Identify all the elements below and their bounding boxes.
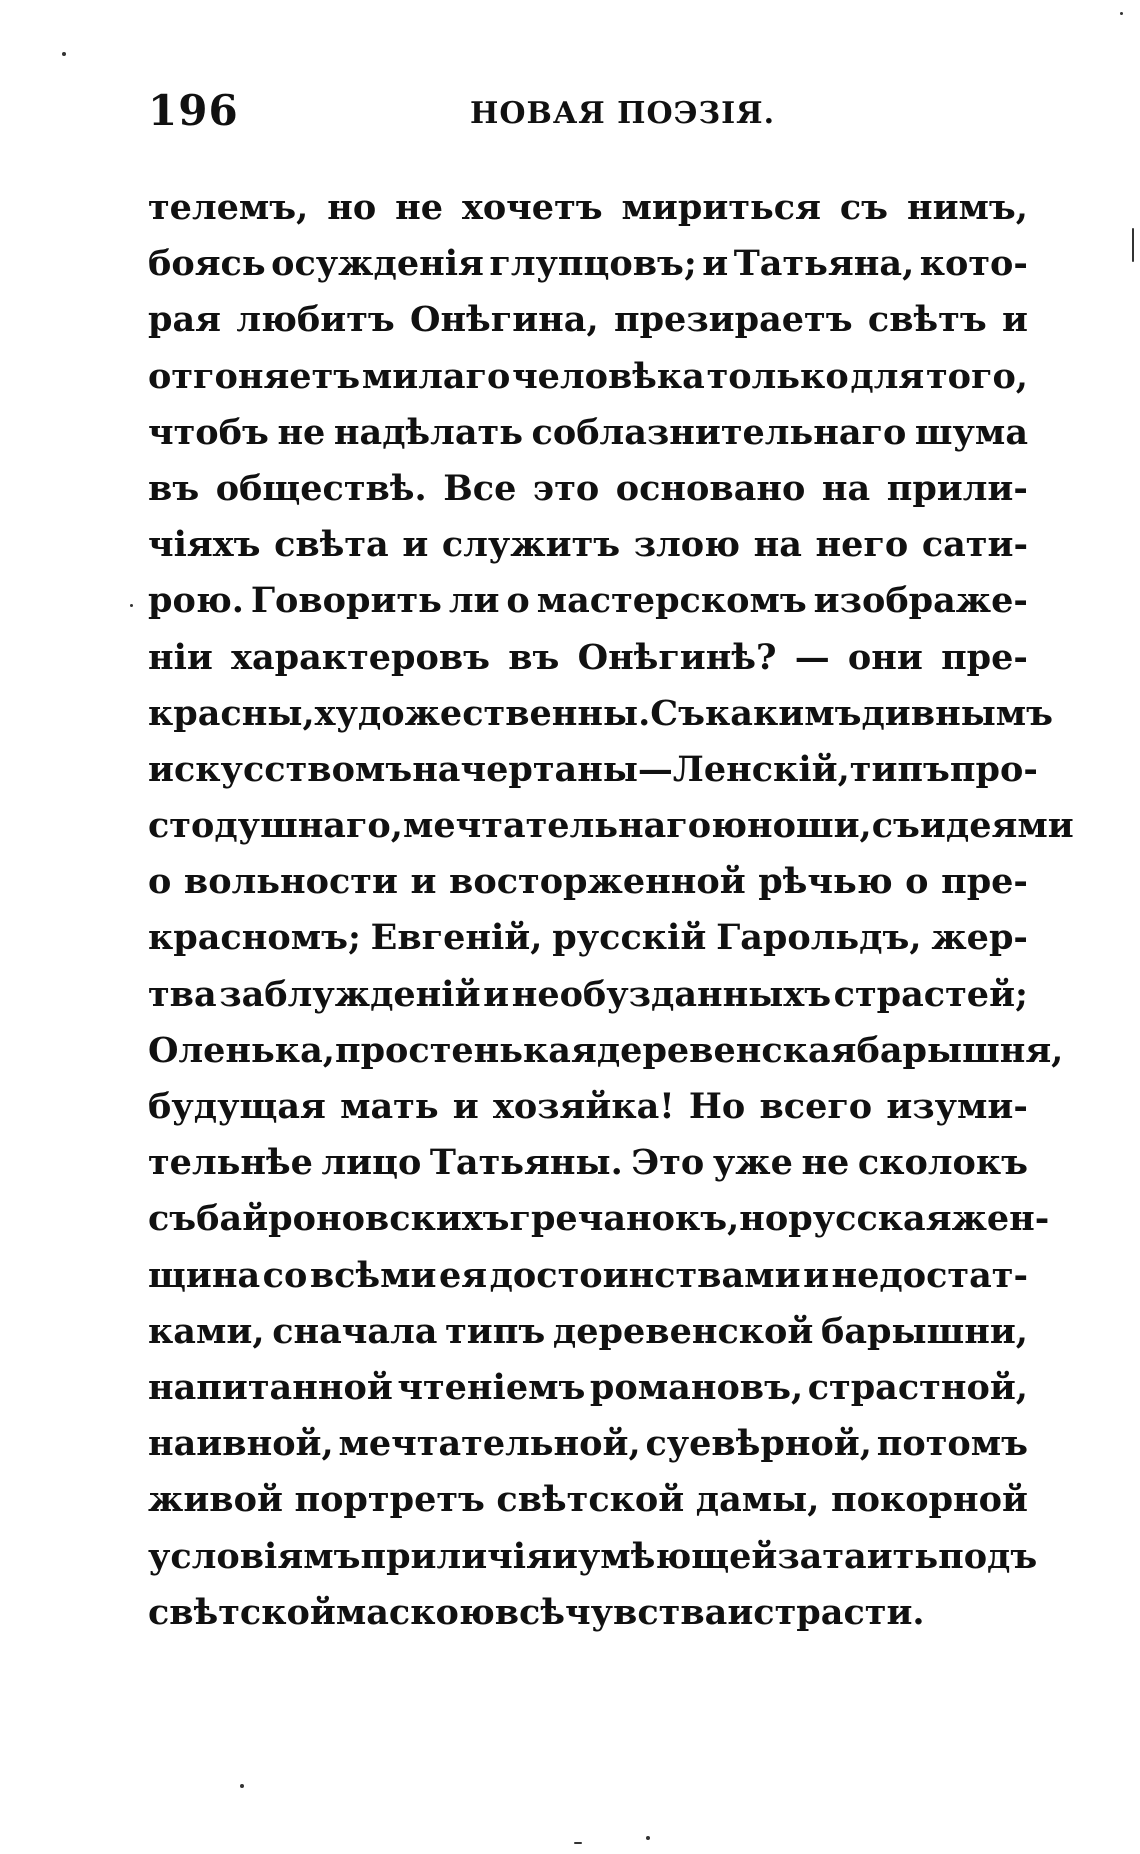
scan-speck [1120,12,1123,15]
word: уже [712,1142,793,1184]
word: дивнымъ [861,692,1054,734]
word: и [727,1591,754,1633]
word: основано [615,467,806,509]
word: суевѣрной, [645,1423,872,1465]
word: подъ [938,1535,1038,1577]
word: свѣтской [148,1591,336,1633]
word: пре- [941,861,1028,903]
word: ея [438,1254,488,1296]
text-line [148,1360,1028,1416]
scan-speck [1132,228,1134,262]
word: и [410,861,437,903]
word: но [327,187,377,228]
word: маскою [335,1591,495,1633]
word: для [850,355,925,397]
word: Съ [650,692,706,734]
word: Оленька, [148,1029,335,1071]
word: типъ [445,1310,546,1352]
word: сначала [272,1310,438,1352]
text-line [148,854,1028,910]
word: жен- [951,1198,1050,1240]
word: будущая [148,1086,326,1127]
word: и [452,1086,479,1127]
word: барышня, [856,1029,1064,1071]
word: нимъ, [906,187,1028,228]
word: отгоняетъ [148,355,361,397]
text-line [148,1191,1050,1247]
word: о [506,580,530,622]
word: тва [148,973,217,1015]
text-line [148,573,1028,629]
word: мечтательнаго [402,805,712,847]
word: не [277,411,326,453]
scan-speck [240,1784,244,1788]
word: хочетъ [461,187,603,228]
word: и [551,1535,578,1577]
text-line [148,1529,1038,1585]
word: Это [631,1142,705,1184]
word: не [395,187,444,228]
word: пре- [941,636,1028,678]
word: въ [508,636,560,678]
text-line [148,686,1054,742]
text-line [148,1248,1028,1304]
word: чувства [564,1591,728,1633]
word: чіяхъ [148,524,261,566]
word: любитъ [236,299,395,341]
word: юноши, [711,805,872,847]
scan-speck [130,604,133,607]
word: страсти. [753,1591,925,1633]
word: свѣта [274,524,389,566]
word: недостат- [831,1254,1028,1296]
word: мастерскомъ [536,580,807,622]
word: осужденія [271,243,484,285]
word: затаить [777,1535,939,1577]
word: страстей; [833,973,1028,1015]
text-line [148,292,1028,348]
word: надѣлать [333,411,523,453]
text-line [148,1416,1028,1472]
word: рая [148,299,222,341]
word: деревенская [596,1029,857,1071]
word: какимъ [705,692,862,734]
word: на [753,524,802,566]
word: и [483,973,510,1015]
word: романовъ, [589,1366,804,1408]
word: идеями [919,805,1074,847]
word: — [794,636,830,678]
word: страстной, [807,1366,1028,1408]
word: потомъ [876,1423,1028,1465]
word: деревенской [552,1310,814,1352]
scan-speck [62,52,66,56]
word: восторженной [449,861,746,903]
word: Татьяны. [429,1142,623,1184]
word: изображе- [813,580,1028,622]
word: стодушнаго, [148,805,403,847]
word: живой [148,1479,283,1521]
word: человѣка [512,355,705,397]
word: ли [448,580,500,622]
text-line [148,1079,1028,1135]
text-line [148,461,1028,517]
word: боясь [148,243,266,285]
word: свѣтской [496,1479,685,1521]
word: рою. [148,580,244,622]
text-line [148,236,1028,292]
word: съ [148,1198,197,1240]
word: условіямъ [148,1535,361,1577]
word: хозяйка! [492,1086,675,1127]
word: щина [148,1254,261,1296]
text-line [148,180,1028,236]
word: рѣчью [758,861,893,903]
word: мечтательной, [338,1423,641,1465]
word: о [148,861,172,903]
word: съ [871,805,920,847]
word: типъ [849,748,950,790]
running-title: НОВАЯ ПОЭЗІЯ. [470,96,776,131]
word: свѣтъ [867,299,987,341]
word: необузданныхъ [511,973,832,1015]
word: шума [914,411,1028,453]
word: тельнѣе [148,1142,313,1184]
word: Татьяна, [733,243,915,285]
word: только [706,355,849,397]
word: художественны. [314,692,651,734]
word: умѣющей [577,1535,778,1577]
word: со [262,1254,308,1296]
word: всѣми [309,1254,437,1296]
word: телемъ, [148,187,309,228]
word: простенькая [334,1029,597,1071]
word: приличія [360,1535,552,1577]
word: характеровъ [231,636,491,678]
word: на [821,467,871,509]
word: вольности [183,861,398,903]
text-line [148,405,1028,461]
text-line [148,798,1074,854]
word: сати- [921,524,1028,566]
scan-speck [574,1842,582,1844]
word: и [702,243,729,285]
word: глупцовъ; [489,243,697,285]
word: Все [443,467,517,509]
word: они [847,636,923,678]
word: про- [949,748,1038,790]
word: кото- [919,243,1028,285]
word: милаго [361,355,511,397]
word: гречанокъ, [509,1198,740,1240]
word: о [905,861,929,903]
text-line [148,349,1028,405]
word: русская [788,1198,952,1240]
word: жер- [931,917,1028,959]
word: сколокъ [857,1142,1028,1184]
word: напитанной [148,1366,393,1408]
text-line [148,630,1028,686]
word: въ [148,467,200,509]
word: и [1001,299,1028,341]
word: мать [340,1086,439,1127]
text-line [148,910,1028,966]
word: барышни, [821,1310,1028,1352]
text-line [148,1135,1028,1191]
text-line [148,1585,1028,1641]
word: наивной, [148,1423,334,1465]
word: начертаны—Ленскій, [412,748,850,790]
word: служитъ [441,524,621,566]
text-line [148,517,1028,573]
word: покорной [830,1479,1028,1521]
text-line [148,1472,1028,1528]
page-number: 196 [148,86,239,135]
word: это [532,467,600,509]
word: Онѣгина, [410,299,599,341]
word: чтобъ [148,411,269,453]
word: красномъ; [148,917,361,959]
page-header [148,86,1028,146]
word: и [402,524,429,566]
word: соблазнительнаго [531,411,907,453]
word: Говорить [250,580,442,622]
word: всего [759,1086,873,1127]
word: байроновскихъ [196,1198,510,1240]
word: красны, [148,692,315,734]
word: портретъ [294,1479,485,1521]
word: Онѣгинѣ? [577,636,777,678]
word: искусствомъ [148,748,413,790]
word: Но [688,1086,746,1127]
word: заблужденій [219,973,481,1015]
word: прили- [886,467,1028,509]
word: не [801,1142,850,1184]
word: обществѣ. [215,467,427,509]
text-line [148,967,1028,1023]
word: ками, [148,1310,265,1352]
word: злою [633,524,740,566]
text-line [148,1304,1028,1360]
word: лицо [321,1142,422,1184]
text-line [148,1023,1064,1079]
word: Евгеній, [370,917,543,959]
word: ніи [148,636,213,678]
word: достоинствами [489,1254,801,1296]
word: того, [925,355,1028,397]
word: дамы, [695,1479,820,1521]
word: него [815,524,909,566]
word: чтеніемъ [397,1366,586,1408]
word: и [803,1254,830,1296]
word: мириться [621,187,821,228]
text-line [148,742,1038,798]
word: русскій [552,917,707,959]
word: изуми- [886,1086,1028,1127]
word: Гарольдъ, [716,917,922,959]
word: но [739,1198,789,1240]
body-text [148,180,1074,1641]
word: всѣ [494,1591,565,1633]
scan-speck [646,1836,650,1840]
word: съ [839,187,889,228]
word: презираетъ [613,299,853,341]
